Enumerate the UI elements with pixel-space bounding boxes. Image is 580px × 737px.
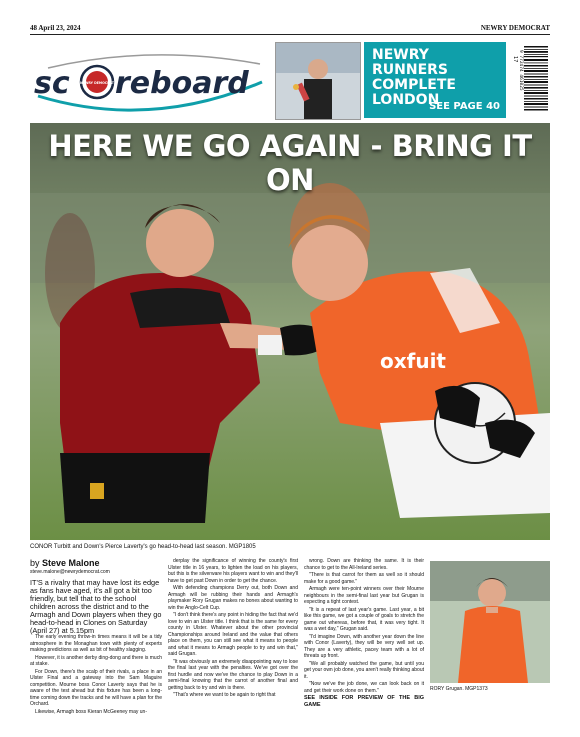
barcode [510, 44, 550, 116]
masthead [30, 38, 550, 120]
photo-caption: CONOR Turbitt and Down's Pierce Laverty's go head-to-head last season. MGP1805 [30, 544, 256, 550]
byline-prefix: by [30, 558, 40, 568]
paragraph: Likewise, Armagh boss Kieran McGeeney may un- [35, 708, 147, 715]
paragraph: However, it is another derby ding-dong and there is much at stake. [30, 654, 162, 667]
article-column-2 [168, 558, 298, 700]
main-photo [30, 123, 550, 540]
headline: HERE WE GO AGAIN - BRING IT ON [48, 129, 532, 197]
promo-title: NEWRY RUNNERS COMPLETE LONDON [372, 47, 456, 108]
promo-box[interactable] [364, 42, 506, 118]
logo-prefix: sc [34, 66, 70, 101]
paragraph: "It was obviously an extremely disappointing way to lose the final last year with the penalties. We've got over the first hurdle and now we've the chance to play Down in a semi-final knowing that the carrot of another final and getting back to try and win is there. [168, 658, 298, 691]
barcode-digits: 9 772474 461025 [518, 50, 523, 91]
inset-photo [430, 561, 550, 683]
paragraph: wrong. Down are thinking the same. It is their chance to get to the All-Ireland series. [304, 558, 424, 571]
paragraph: "That's where we want to be again to right that [173, 692, 276, 698]
paragraph: "I don't think there's any point in hiding the fact that we'd love to win an Ulster title. I think that is the same for every county in Ulster. Whatever about the other provincial Championships around Ireland and the value that others place on them, you can still see what it means to people and what it means to Armagh people to try and win that," said Grugan. [168, 612, 298, 657]
scoreboard-logo [30, 38, 270, 120]
article-column-1 [30, 634, 162, 716]
page-header [30, 22, 550, 35]
author-name: Steve Malone [42, 558, 100, 568]
paragraph: With defending champions Derry out, both Down and Armagh will be rubbing their hands and Armagh's playmaker Rory Grugan makes no bones about wanting to win the Anglo-Celt Cup. [168, 585, 298, 611]
byline [30, 558, 160, 575]
paragraph: derplay the significance of winning the county's first Ulster title in 16 years, to lighten the load on his players, but this is the silverware his players want to win and they'll have to get past Down in order to get the chance. [168, 558, 298, 584]
paragraph: "There is that carrot for them as well so it should make for a good game." [304, 572, 424, 585]
paragraph: "I'd imagine Down, with another year down the line with Conor (Laverty), they will be very well set up. They are a very athletic, pacey team with a lot of threats up front. [304, 633, 424, 659]
paragraph: Armagh were ten-point winners over their Mourne neighbours in the semi-final last year but Grugan is expecting a tight contest. [304, 586, 424, 605]
page-date: 48 April 23, 2024 [30, 24, 81, 32]
logo-suffix: reboard [115, 66, 249, 101]
promo-link[interactable]: SEE PAGE 40 [429, 101, 500, 112]
inset-caption: RORY Grugan. MGP1373 [430, 686, 488, 692]
jersey-sponsor: oxfuit [380, 349, 446, 373]
runner-thumbnail [275, 42, 361, 120]
paragraph: For Down, there's the scalp of their rivals, a place in an Ulster Final and a gateway into the Sam Maguire competition. Mourne boss Conor Laverty says that he is aware of the test ahead but this fixture has been a long-time coming down the tracks and he will have a plan for the Orchard. [30, 668, 162, 707]
paragraph: "We all probably watched the game, but until you get your own job done, you aren't really thinking about it. [304, 660, 424, 680]
preview-cta[interactable]: SEE INSIDE FOR PREVIEW OF THE BIG GAME [304, 695, 424, 708]
paragraph: "It is a repeat of last year's game. Last year, a bit like this game, we got a couple of goals to stretch the game out whereas, before that, it was very tight. It was a wet day," Grugan said. [304, 606, 424, 632]
logo-badge: NEWRY DEMOCRAT [80, 81, 114, 85]
article-lead: IT'S a rivalry that may have lost its edge as fans have aged, it's all got a bit too friendly, but tell that to the school children across the district and to the Armagh and Down players when they go head-to-head in Clones on Saturday (April 27) at 5.15pm [30, 578, 162, 635]
article-column-3 [304, 558, 424, 709]
paragraph: The early evening throw-in times means it will be a tidy atmosphere in the Monaghan town with plenty of experts making predictions as well as bit of healthy slagging. [30, 634, 162, 653]
issue-number: 17 [512, 56, 518, 63]
paper-name: NEWRY DEMOCRAT [480, 24, 550, 32]
author-email[interactable]: steve.malone@newrydemocrat.com [30, 569, 110, 575]
paragraph: "Now we've the job done, we can look back on it and get their work done on them." [304, 681, 424, 694]
